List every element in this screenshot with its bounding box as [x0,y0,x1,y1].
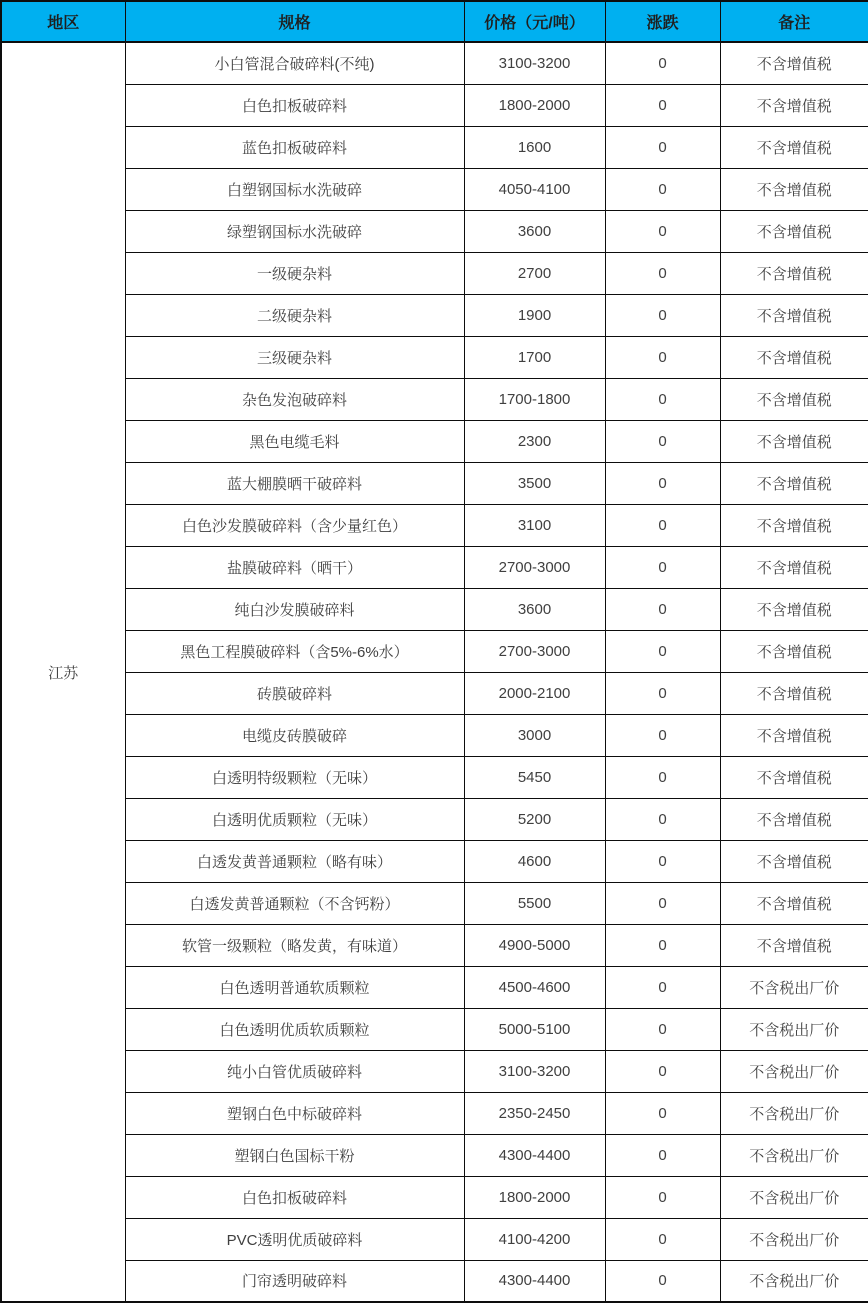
spec-cell: 三级硬杂料 [125,336,464,378]
spec-cell: 白色透明普通软质颗粒 [125,966,464,1008]
change-cell: 0 [605,420,720,462]
table-row [1,798,868,840]
price-cell: 2700-3000 [464,546,605,588]
table-row [1,840,868,882]
price-cell: 4600 [464,840,605,882]
note-cell: 不含增值税 [720,672,868,714]
change-cell: 0 [605,42,720,84]
note-cell: 不含增值税 [720,756,868,798]
price-cell: 3500 [464,462,605,504]
spec-cell: 黑色电缆毛料 [125,420,464,462]
change-cell: 0 [605,1176,720,1218]
price-cell: 3600 [464,588,605,630]
price-cell: 4900-5000 [464,924,605,966]
change-cell: 0 [605,1134,720,1176]
table-row [1,84,868,126]
change-cell: 0 [605,588,720,630]
price-cell: 1700 [464,336,605,378]
spec-cell: 门帘透明破碎料 [125,1260,464,1302]
table-row [1,714,868,756]
price-cell: 5500 [464,882,605,924]
table-row [1,1092,868,1134]
note-cell: 不含增值税 [720,168,868,210]
spec-cell: PVC透明优质破碎料 [125,1218,464,1260]
change-cell: 0 [605,546,720,588]
change-cell: 0 [605,756,720,798]
header-row [1,1,868,42]
table-row [1,588,868,630]
change-cell: 0 [605,84,720,126]
header-price: 价格（元/吨） [464,1,605,42]
change-cell: 0 [605,672,720,714]
price-cell: 3100-3200 [464,42,605,84]
change-cell: 0 [605,1050,720,1092]
spec-cell: 软管一级颗粒（略发黄，有味道） [125,924,464,966]
header-region: 地区 [1,1,125,42]
spec-cell: 白色扣板破碎料 [125,84,464,126]
price-cell: 1800-2000 [464,1176,605,1218]
spec-cell: 蓝色扣板破碎料 [125,126,464,168]
spec-cell: 白透发黄普通颗粒（不含钙粉） [125,882,464,924]
header-note: 备注 [720,1,868,42]
note-cell: 不含税出厂价 [720,1092,868,1134]
spec-cell: 电缆皮砖膜破碎 [125,714,464,756]
note-cell: 不含税出厂价 [720,1008,868,1050]
spec-cell: 砖膜破碎料 [125,672,464,714]
note-cell: 不含增值税 [720,546,868,588]
price-cell: 1900 [464,294,605,336]
region-cell: 江苏 [1,42,125,1302]
price-cell: 4100-4200 [464,1218,605,1260]
table-row [1,462,868,504]
change-cell: 0 [605,1260,720,1302]
table-row [1,1050,868,1092]
change-cell: 0 [605,630,720,672]
table-row [1,924,868,966]
price-cell: 2300 [464,420,605,462]
spec-cell: 白色沙发膜破碎料（含少量红色） [125,504,464,546]
note-cell: 不含增值税 [720,84,868,126]
note-cell: 不含增值税 [720,882,868,924]
spec-cell: 白色透明优质软质颗粒 [125,1008,464,1050]
table-row [1,1260,868,1302]
table-row [1,1134,868,1176]
spec-cell: 小白管混合破碎料(不纯) [125,42,464,84]
header-spec: 规格 [125,1,464,42]
spec-cell: 黑色工程膜破碎料（含5%-6%水） [125,630,464,672]
table-row [1,336,868,378]
note-cell: 不含增值税 [720,504,868,546]
note-cell: 不含增值税 [720,798,868,840]
change-cell: 0 [605,462,720,504]
note-cell: 不含税出厂价 [720,1260,868,1302]
note-cell: 不含税出厂价 [720,1134,868,1176]
change-cell: 0 [605,126,720,168]
note-cell: 不含增值税 [720,462,868,504]
spec-cell: 纯白沙发膜破碎料 [125,588,464,630]
change-cell: 0 [605,504,720,546]
table-row [1,1176,868,1218]
table-row [1,504,868,546]
table-row [1,546,868,588]
price-cell: 3100 [464,504,605,546]
change-cell: 0 [605,714,720,756]
note-cell: 不含增值税 [720,630,868,672]
table-row [1,168,868,210]
note-cell: 不含增值税 [720,126,868,168]
table-row [1,882,868,924]
table-row [1,294,868,336]
note-cell: 不含增值税 [720,336,868,378]
change-cell: 0 [605,882,720,924]
spec-cell: 白色扣板破碎料 [125,1176,464,1218]
table-header [1,1,868,42]
table-row [1,126,868,168]
change-cell: 0 [605,840,720,882]
price-cell: 5450 [464,756,605,798]
table-row [1,1218,868,1260]
change-cell: 0 [605,1218,720,1260]
price-cell: 3000 [464,714,605,756]
spec-cell: 二级硬杂料 [125,294,464,336]
price-cell: 4300-4400 [464,1260,605,1302]
price-cell: 1700-1800 [464,378,605,420]
note-cell: 不含税出厂价 [720,966,868,1008]
table-row [1,756,868,798]
price-cell: 3100-3200 [464,1050,605,1092]
price-cell: 4300-4400 [464,1134,605,1176]
note-cell: 不含税出厂价 [720,1218,868,1260]
table-row [1,966,868,1008]
table-row [1,378,868,420]
note-cell: 不含增值税 [720,42,868,84]
spec-cell: 白透发黄普通颗粒（略有味） [125,840,464,882]
note-cell: 不含增值税 [720,252,868,294]
note-cell: 不含税出厂价 [720,1050,868,1092]
note-cell: 不含增值税 [720,588,868,630]
spec-cell: 蓝大棚膜晒干破碎料 [125,462,464,504]
table-row [1,42,868,84]
table-row [1,420,868,462]
note-cell: 不含增值税 [720,210,868,252]
table-row [1,630,868,672]
price-cell: 1800-2000 [464,84,605,126]
price-cell: 1600 [464,126,605,168]
change-cell: 0 [605,294,720,336]
price-cell: 3600 [464,210,605,252]
note-cell: 不含增值税 [720,840,868,882]
price-cell: 5000-5100 [464,1008,605,1050]
note-cell: 不含增值税 [720,420,868,462]
header-change: 涨跌 [605,1,720,42]
note-cell: 不含增值税 [720,378,868,420]
change-cell: 0 [605,336,720,378]
spec-cell: 杂色发泡破碎料 [125,378,464,420]
note-cell: 不含增值税 [720,294,868,336]
change-cell: 0 [605,252,720,294]
table-body [1,42,868,1302]
price-cell: 2000-2100 [464,672,605,714]
spec-cell: 盐膜破碎料（晒干） [125,546,464,588]
change-cell: 0 [605,966,720,1008]
price-cell: 2350-2450 [464,1092,605,1134]
change-cell: 0 [605,1008,720,1050]
change-cell: 0 [605,798,720,840]
table-row [1,1008,868,1050]
price-cell: 2700 [464,252,605,294]
change-cell: 0 [605,210,720,252]
change-cell: 0 [605,168,720,210]
change-cell: 0 [605,924,720,966]
spec-cell: 白塑钢国标水洗破碎 [125,168,464,210]
spec-cell: 绿塑钢国标水洗破碎 [125,210,464,252]
table-row [1,672,868,714]
spec-cell: 白透明优质颗粒（无味） [125,798,464,840]
price-cell: 4500-4600 [464,966,605,1008]
note-cell: 不含税出厂价 [720,1176,868,1218]
price-cell: 5200 [464,798,605,840]
change-cell: 0 [605,1092,720,1134]
price-cell: 4050-4100 [464,168,605,210]
spec-cell: 纯小白管优质破碎料 [125,1050,464,1092]
spec-cell: 塑钢白色中标破碎料 [125,1092,464,1134]
note-cell: 不含增值税 [720,924,868,966]
spec-cell: 塑钢白色国标干粉 [125,1134,464,1176]
spec-cell: 白透明特级颗粒（无味） [125,756,464,798]
change-cell: 0 [605,378,720,420]
table-row [1,210,868,252]
price-cell: 2700-3000 [464,630,605,672]
table-row [1,252,868,294]
spec-cell: 一级硬杂料 [125,252,464,294]
note-cell: 不含增值税 [720,714,868,756]
